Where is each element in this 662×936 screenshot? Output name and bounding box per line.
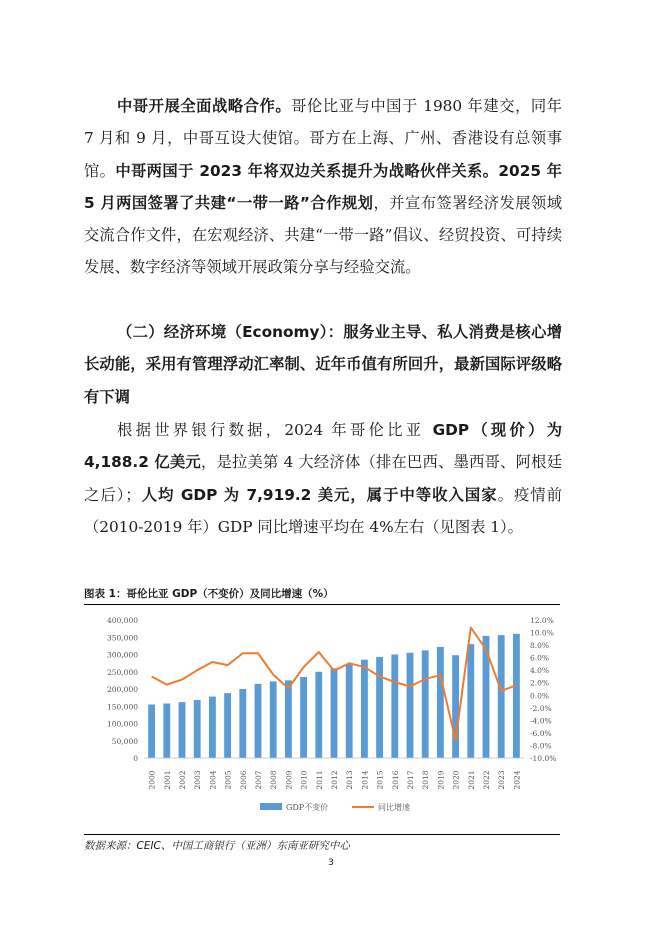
x-tick-label: 2000 bbox=[147, 770, 157, 790]
x-tick-label: 2015 bbox=[375, 770, 385, 790]
bold-lead: 中哥开展全面战略合作。 bbox=[117, 97, 292, 115]
gdp-bar bbox=[407, 653, 414, 758]
x-tick-label: 2016 bbox=[390, 770, 400, 790]
y-right-tick-label: 0.0% bbox=[530, 691, 550, 701]
y-left-tick-label: 400,000 bbox=[106, 616, 138, 625]
gdp-bar bbox=[331, 668, 338, 758]
gdp-bar bbox=[270, 681, 277, 758]
legend-swatch-gdp bbox=[260, 803, 282, 810]
gdp-bar bbox=[194, 700, 201, 758]
x-tick-label: 2014 bbox=[360, 770, 370, 790]
x-tick-label: 2004 bbox=[208, 770, 218, 790]
gdp-growth-chart bbox=[84, 608, 562, 833]
gdp-bar bbox=[285, 680, 292, 758]
y-right-tick-label: -4.0% bbox=[530, 716, 552, 726]
source-rule bbox=[84, 834, 560, 835]
x-tick-label: 2024 bbox=[512, 770, 522, 790]
y-left-tick-label: 200,000 bbox=[106, 685, 138, 694]
x-tick-label: 2020 bbox=[451, 770, 461, 790]
gdp-bar bbox=[513, 634, 520, 758]
text-segment: ，是拉美第 4 大经济体（排在巴西、墨西哥、阿根廷之后）； bbox=[84, 453, 562, 504]
y-left-tick-label: 250,000 bbox=[106, 667, 138, 677]
gdp-bar bbox=[376, 657, 383, 758]
figure-title-rule bbox=[84, 604, 560, 605]
legend-label-gdp: GDP不变价 bbox=[286, 803, 329, 812]
text-segment: 哥伦比亚与中国于 1980 年建交，同年 7 月和 9 月，中哥互设大使馆。哥方在上海、广州、香港设有总领事馆。 bbox=[84, 97, 562, 180]
x-tick-label: 2005 bbox=[223, 770, 233, 790]
y-right-tick-label: -6.0% bbox=[530, 728, 552, 738]
y-right-tick-label: -8.0% bbox=[530, 741, 552, 751]
x-tick-label: 2018 bbox=[421, 770, 431, 790]
gdp-bar bbox=[361, 660, 368, 758]
x-tick-label: 2023 bbox=[497, 770, 507, 790]
y-right-tick-label: 6.0% bbox=[530, 653, 550, 663]
bold-segment: 人均 GDP 为 7,919.2 美元，属于中等收入国家 bbox=[140, 485, 498, 504]
gdp-bar bbox=[391, 655, 398, 759]
y-left-tick-label: 50,000 bbox=[111, 736, 138, 746]
y-left-tick-label: 300,000 bbox=[106, 650, 138, 660]
gdp-bar bbox=[255, 684, 262, 758]
y-left-tick-label: 150,000 bbox=[106, 702, 138, 712]
paragraph-china-colombia-cooperation bbox=[84, 90, 562, 284]
x-tick-label: 2013 bbox=[345, 770, 355, 790]
y-left-tick-label: 350,000 bbox=[106, 633, 138, 643]
y-left-tick-label: 0 bbox=[133, 754, 138, 763]
y-left-tick-label: 100,000 bbox=[106, 719, 138, 729]
x-tick-label: 2007 bbox=[254, 770, 263, 790]
x-tick-label: 2017 bbox=[406, 770, 415, 790]
x-tick-label: 2021 bbox=[466, 770, 476, 790]
figure-source: 数据来源：CEIC、中国工商银行（亚洲）东南亚研究中心 bbox=[84, 840, 350, 852]
y-right-tick-label: 8.0% bbox=[530, 641, 550, 651]
gdp-bar bbox=[452, 655, 459, 758]
x-tick-label: 2006 bbox=[238, 770, 248, 790]
legend-label-growth: 同比增速 bbox=[378, 803, 410, 812]
gdp-bar bbox=[498, 635, 505, 758]
gdp-bar bbox=[148, 705, 155, 758]
gdp-bar bbox=[346, 664, 353, 758]
gdp-bar bbox=[467, 644, 474, 758]
x-tick-label: 2003 bbox=[193, 770, 203, 790]
page-number: 3 bbox=[328, 858, 334, 868]
y-right-tick-label: -2.0% bbox=[530, 703, 552, 713]
gdp-bar bbox=[209, 697, 216, 758]
x-tick-label: 2012 bbox=[330, 770, 339, 790]
gdp-bar bbox=[422, 650, 429, 758]
y-right-tick-label: 12.0% bbox=[530, 616, 554, 625]
gdp-bar bbox=[239, 689, 246, 758]
gdp-bar bbox=[437, 647, 444, 758]
y-right-tick-label: -10.0% bbox=[530, 754, 557, 763]
x-tick-label: 2022 bbox=[482, 770, 491, 790]
section-heading-economy: （二）经济环境（Economy）：服务业主导、私人消费是核心增长动能，采用有管理浮动汇率制、近年币值有所回升，最新国际评级略有下调 bbox=[84, 323, 562, 406]
y-right-tick-label: 10.0% bbox=[530, 628, 554, 638]
paragraph-gdp-overview bbox=[84, 414, 562, 543]
bold-segment: GDP（现价）为 4,188.2 亿美元 bbox=[84, 421, 562, 472]
x-tick-label: 2001 bbox=[162, 770, 172, 790]
x-tick-label: 2009 bbox=[284, 770, 294, 790]
y-right-tick-label: 2.0% bbox=[530, 678, 550, 688]
x-tick-label: 2019 bbox=[436, 770, 446, 790]
x-tick-label: 2010 bbox=[299, 770, 309, 790]
figure-title: 图表 1：哥伦比亚 GDP（不变价）及同比增速（%） bbox=[84, 588, 334, 600]
bold-segment: 中哥两国于 2023 年将双边关系提升为战略伙伴关系。2025 年 5 月两国签署了共建“一带一路”合作规划 bbox=[84, 161, 562, 212]
text-segment: 。疫情前（2010-2019 年）GDP 同比增速平均在 4%左右（见图表 1）。 bbox=[84, 485, 562, 536]
gdp-bar bbox=[315, 672, 322, 758]
gdp-bar bbox=[300, 677, 307, 758]
gdp-bar bbox=[163, 703, 170, 758]
x-tick-label: 2002 bbox=[178, 770, 187, 790]
text-segment: ，并宣布签署经济发展领域交流合作文件，在宏观经济、共建“一带一路”倡议、经贸投资、可持续发展、数字经济等领域开展政策分享与经验交流。 bbox=[84, 193, 562, 277]
text-segment: 根据世界银行数据，2024 年哥伦比亚 bbox=[117, 421, 433, 439]
gdp-bar bbox=[224, 693, 231, 758]
y-right-tick-label: 4.0% bbox=[530, 666, 550, 676]
x-tick-label: 2011 bbox=[314, 770, 324, 790]
gdp-bar bbox=[179, 702, 186, 758]
x-tick-label: 2008 bbox=[269, 770, 279, 790]
